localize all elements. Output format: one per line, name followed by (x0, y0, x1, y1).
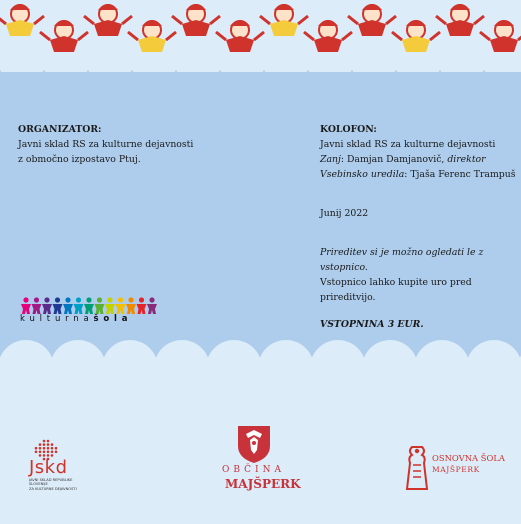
osnovna-sola-label: OSNOVNA ŠOLA (432, 453, 505, 463)
ticket-note: Vstopnico lahko kupite uro pred prireditvijo. (320, 277, 472, 303)
organizer-heading: ORGANIZATOR: (18, 124, 102, 135)
rainbow-figure-icon (116, 297, 126, 314)
role-title: direktor (447, 154, 486, 165)
kultura-suffix: šola (93, 314, 133, 324)
kulturna-sola-logo-text (20, 314, 132, 324)
osnovna-sola-name: MAJŠPERK (432, 465, 480, 474)
obcina-name: MAJŠPERK (225, 477, 301, 491)
organizer-block (18, 122, 208, 167)
jskd-logo-subtitle (29, 478, 89, 491)
organizer-line: Javni sklad RS za kulturne dejavnosti (18, 139, 194, 150)
editor-value: : Tjaša Ferenc Trampuš (404, 169, 516, 180)
osnovna-sola-logo-icon (404, 443, 430, 491)
role-value: : Damjan Damjanovič, (340, 154, 448, 165)
ticket-price: VSTOPNINA 3 EUR. (320, 319, 424, 330)
rainbow-figure-icon (126, 297, 136, 314)
top-children-border (0, 0, 521, 72)
obcina-label: OBČINA (222, 465, 285, 475)
colophon-publisher: Javni sklad RS za kulturne dejavnosti (320, 139, 496, 150)
kultura-prefix: kulturna (20, 314, 94, 324)
colophon-block (320, 122, 520, 332)
jskd-sub-line: JAVNI SKLAD REPUBLIKE SLOVENIJE (29, 478, 73, 487)
obcina-coat-of-arms-icon (236, 424, 272, 464)
rainbow-figure-icon (95, 297, 105, 314)
colophon-date: Junij 2022 (320, 208, 369, 219)
rainbow-figure-icon (53, 297, 63, 314)
rainbow-figure-icon (63, 297, 73, 314)
rainbow-figure-icon (84, 297, 94, 314)
colophon-publisher-role (320, 152, 520, 167)
rainbow-figure-icon (137, 297, 147, 314)
rainbow-figure-icon (32, 297, 42, 314)
rainbow-figure-icon (74, 297, 84, 314)
jskd-logo-text: Jskd (29, 457, 68, 478)
rainbow-figure-icon (147, 297, 157, 314)
ticket-note: Prireditev si je možno ogledati le z vstopnico. (320, 247, 484, 273)
organizer-line: z območno izpostavo Ptuj. (18, 154, 141, 165)
editor-label: Vsebinsko uredila (320, 169, 405, 180)
jskd-sub-line: ZA KULTURNE DEJAVNOSTI (29, 486, 77, 491)
role-label: Zanj (320, 154, 341, 165)
colophon-editor (320, 167, 520, 182)
rainbow-figure-icon (42, 297, 52, 314)
rainbow-figure-icon (105, 297, 115, 314)
colophon-heading: KOLOFON: (320, 124, 377, 135)
rainbow-figure-icon (21, 297, 31, 314)
